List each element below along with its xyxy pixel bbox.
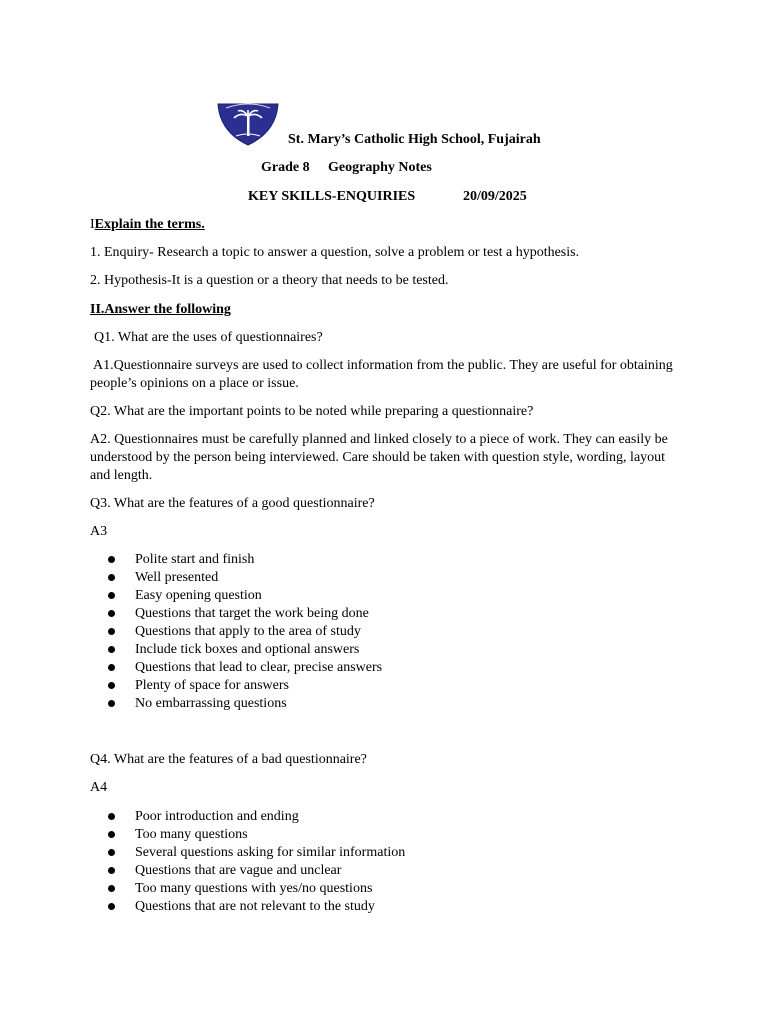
- bullet-icon: [108, 700, 115, 707]
- subject-label: Geography Notes: [328, 160, 432, 175]
- list-item: [108, 898, 405, 916]
- bullet-icon: [108, 574, 115, 581]
- list-item: [108, 623, 382, 641]
- list-item-text: Questions that target the work being done: [135, 606, 369, 621]
- list-item: [108, 659, 382, 677]
- question-4: Q4. What are the features of a bad questionnaire?: [90, 752, 367, 767]
- bullet-icon: [108, 664, 115, 671]
- date-label: 20/09/2025: [463, 189, 527, 204]
- answer-2: A2. Questionnaires must be carefully planned and linked closely to a piece of work. They can easily be understood by the person being interviewed. Care should be taken with question style, wording, layout and length.: [90, 432, 668, 483]
- bullet-icon: [108, 628, 115, 635]
- question-3: Q3. What are the features of a good questionnaire?: [90, 496, 375, 511]
- list-item-text: Plenty of space for answers: [135, 678, 289, 693]
- list-item-text: Too many questions: [135, 827, 248, 842]
- list-item-text: Questions that lead to clear, precise answers: [135, 660, 383, 675]
- list-item: [108, 551, 382, 569]
- list-item-text: Poor introduction and ending: [135, 809, 299, 824]
- grade-label: Grade 8: [261, 160, 310, 175]
- school-name: St. Mary’s Catholic High School, Fujairah: [288, 132, 541, 147]
- bullet-icon: [108, 831, 115, 838]
- list-item: [108, 695, 382, 713]
- section-1-heading: [90, 216, 680, 234]
- bullet-icon: [108, 849, 115, 856]
- answer-3-label: A3: [90, 524, 108, 539]
- bullet-icon: [108, 813, 115, 820]
- list-item-text: No embarrassing questions: [135, 696, 287, 711]
- list-item-text: Easy opening question: [135, 588, 262, 603]
- answer-1: A1.Questionnaire surveys are used to collect information from the public. They are useful for obtaining people’s opinions on a place or issue.: [90, 358, 673, 391]
- bullet-icon: [108, 885, 115, 892]
- section-2-heading: II.Answer the following: [90, 302, 231, 317]
- list-item-text: Several questions asking for similar information: [135, 845, 406, 860]
- bullet-icon: [108, 610, 115, 617]
- question-2: Q2. What are the important points to be noted while preparing a questionnaire?: [90, 404, 534, 419]
- list-item-text: Well presented: [135, 570, 219, 585]
- list-item-text: Too many questions with yes/no questions: [135, 881, 373, 896]
- list-item-text: Questions that are vague and unclear: [135, 863, 342, 878]
- bad-features-list: [108, 808, 405, 916]
- bullet-icon: [108, 867, 115, 874]
- school-logo-icon: [216, 102, 280, 146]
- list-item-text: Questions that apply to the area of study: [135, 624, 361, 639]
- bullet-icon: [108, 682, 115, 689]
- list-item: [108, 808, 405, 826]
- bullet-icon: [108, 646, 115, 653]
- definition-hypothesis: 2. Hypothesis-It is a question or a theory that needs to be tested.: [90, 273, 449, 288]
- list-item: [108, 605, 382, 623]
- bullet-icon: [108, 556, 115, 563]
- list-item: [108, 677, 382, 695]
- list-item: [108, 587, 382, 605]
- bullet-icon: [108, 903, 115, 910]
- list-item: [108, 826, 405, 844]
- list-item-text: Questions that are not relevant to the study: [135, 899, 375, 914]
- section-1-numeral: I: [90, 217, 95, 232]
- list-item: [108, 569, 382, 587]
- section-1-title: Explain the terms.: [94, 217, 205, 232]
- topic-title: KEY SKILLS-ENQUIRIES: [248, 189, 416, 204]
- good-features-list: [108, 551, 382, 713]
- list-item: [108, 844, 405, 862]
- bullet-icon: [108, 592, 115, 599]
- question-1: Q1. What are the uses of questionnaires?: [94, 330, 323, 345]
- list-item-text: Include tick boxes and optional answers: [135, 642, 360, 657]
- list-item: [108, 641, 382, 659]
- list-item-text: Polite start and finish: [135, 552, 255, 567]
- list-item: [108, 880, 405, 898]
- answer-4-label: A4: [90, 780, 108, 795]
- definition-enquiry: 1. Enquiry- Research a topic to answer a question, solve a problem or test a hypothesis.: [90, 245, 580, 260]
- list-item: [108, 862, 405, 880]
